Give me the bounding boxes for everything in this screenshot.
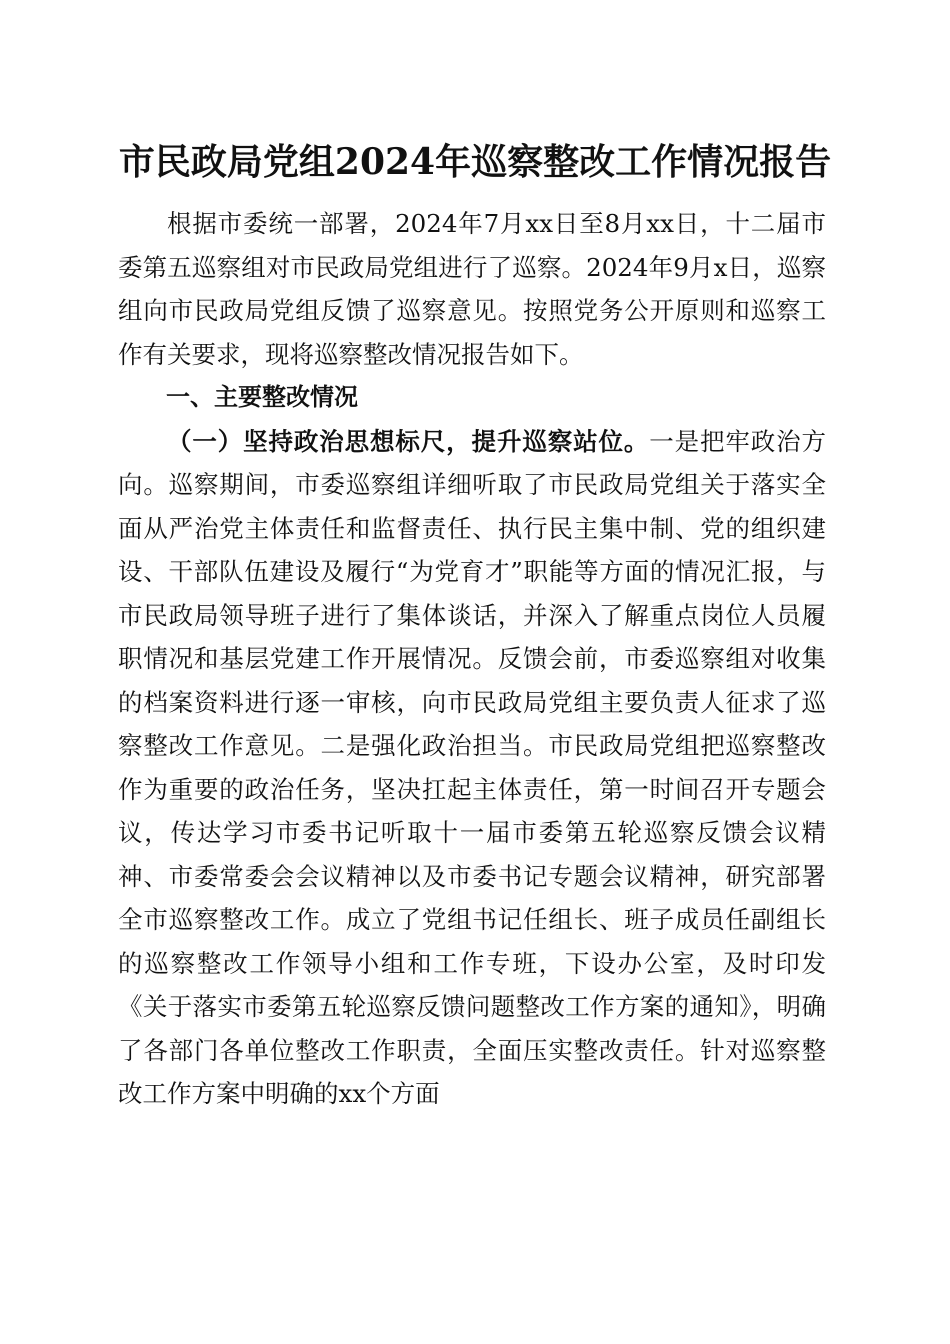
document-title: 市民政局党组2024年巡察整改工作情况报告 (118, 141, 832, 183)
subsection-body: 一是把牢政治方向。巡察期间，市委巡察组详细听取了市民政局党组关于落实全面从严治党主体责任和监督责任、执行民主集中制、党的组织建设、干部队伍建设及履行“为党育才”职能等方面的情况汇报，与市民政局领导班子进行了集体谈话，并深入了解重点岗位人员履职情况和基层党建工作开展情况。反馈会前，市委巡察组对收集的档案资料进行逐一审核，向市民政局党组主要负责人征求了巡察整改工作意见。二是强化政治担当。市民政局党组把巡察整改作为重要的政治任务，坚决扛起主体责任，第一时间召开专题会议，传达学习市委书记听取十一届市委第五轮巡察反馈会议精神、市委常委会会议精神以及市委书记专题会议精神，研究部署全市巡察整改工作。成立了党组书记任组长、班子成员任副组长的巡察整改工作领导小组和工作专班，下设办公室，及时印发《关于落实市委第五轮巡察反馈问题整改工作方案的通知》，明确了各部门各单位整改工作职责，全面压实整改责任。针对巡察整改工作方案中明确的xx个方面 (118, 426, 826, 1108)
subsection-paragraph (118, 420, 826, 1116)
document-body (118, 202, 826, 1116)
subsection-lead: （一）坚持政治思想标尺，提升巡察站位。 (167, 426, 650, 456)
intro-paragraph: 根据市委统一部署，2024年7月xx日至8月xx日，十二届市委第五巡察组对市民政局党组进行了巡察。2024年9月x日，巡察组向市民政局党组反馈了巡察意见。按照党务公开原则和巡察工作有关要求，现将巡察整改情况报告如下。 (118, 209, 826, 369)
section-heading: 一、主要整改情况 (166, 383, 358, 411)
